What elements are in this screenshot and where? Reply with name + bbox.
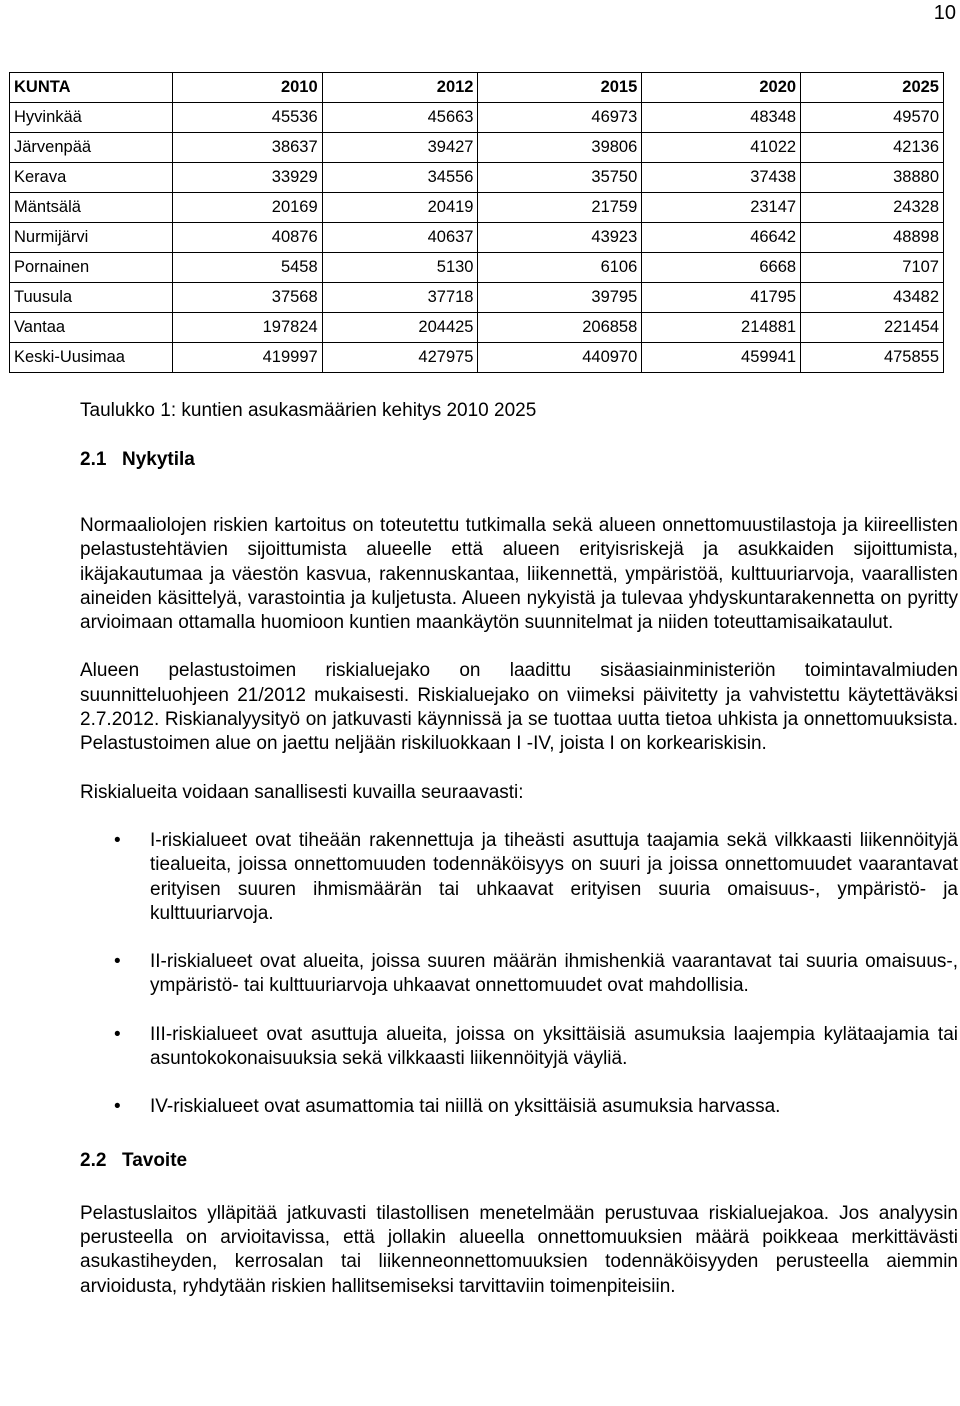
- header-year: 2020: [642, 73, 801, 103]
- table-row: [10, 103, 944, 133]
- population-cell: 221454: [801, 313, 944, 343]
- population-cell: 40637: [322, 223, 478, 253]
- population-cell: 440970: [478, 343, 642, 373]
- population-cell: 475855: [801, 343, 944, 373]
- page-number: 10: [933, 2, 956, 24]
- municipality-cell: Tuusula: [10, 283, 173, 313]
- population-cell: 419997: [172, 343, 322, 373]
- population-cell: 34556: [322, 163, 478, 193]
- population-cell: 48898: [801, 223, 944, 253]
- population-cell: 39795: [478, 283, 642, 313]
- municipality-cell: Kerava: [10, 163, 173, 193]
- municipality-cell: Pornainen: [10, 253, 173, 283]
- population-cell: 41795: [642, 283, 801, 313]
- list-item-text: I-riskialueet ovat tiheään rakennettuja ja tiheästi asuttuja taajamia sekä vilkkaasti liikennöityjä tiealueita, joissa onnettomuuden todennäköisyys on suuri ja joissa onnettomuudet vaarantavat erityisen suuren ihmismäärän tai uhkaavat erityisen suuria omaisuus-, ympäristö- ja kulttuuriarvoja.: [150, 829, 958, 924]
- section-heading-nykytila: [80, 445, 958, 475]
- header-municipality: KUNTA: [10, 73, 173, 103]
- population-cell: 42136: [801, 133, 944, 163]
- population-cell: 214881: [642, 313, 801, 343]
- population-cell: 43923: [478, 223, 642, 253]
- population-cell: 40876: [172, 223, 322, 253]
- population-cell: 43482: [801, 283, 944, 313]
- list-item: [80, 1095, 958, 1119]
- population-cell: 23147: [642, 193, 801, 223]
- header-year: 2015: [478, 73, 642, 103]
- bullet-icon: •: [114, 1096, 121, 1118]
- municipality-cell: Nurmijärvi: [10, 223, 173, 253]
- table-row: [10, 223, 944, 253]
- header-year: 2012: [322, 73, 478, 103]
- population-cell: 7107: [801, 253, 944, 283]
- section-heading-tavoite: [80, 1146, 958, 1176]
- table-row: [10, 133, 944, 163]
- list-item: [80, 950, 958, 999]
- list-item: [80, 1023, 958, 1072]
- list-item-text: II-riskialueet ovat alueita, joissa suuren määrän ihmishenkiä vaarantavat tai suuria omaisuus-, ympäristö- tai kulttuuriarvoja uhkaavat onnettomuudet ovat mahdollisia.: [150, 951, 958, 997]
- population-cell: 46973: [478, 103, 642, 133]
- list-item-text: III-riskialueet ovat asuttuja alueita, joissa on yksittäisiä asumuksia laajempia kylätaajamia tai asuntokokonaisuuksia sekä vilkkaasti liikennöityjä väyliä.: [150, 1023, 958, 1070]
- municipality-cell: Keski-Uusimaa: [10, 343, 173, 373]
- section-title: Nykytila: [122, 449, 195, 470]
- table-row: [10, 253, 944, 283]
- table-row: [10, 283, 944, 313]
- population-cell: 46642: [642, 223, 801, 253]
- population-cell: 5458: [172, 253, 322, 283]
- paragraph: Normaaliolojen riskien kartoitus on toteutettu tutkimalla sekä alueen onnettomuustilastoja ja kiireellisten pelastustehtävien sijoittumista alueelle että alueen erityisriskejä ja asukkaiden sijoittumista, ikäjakautumaa ja väestön kasvua, rakennuskantaa, liikennettä, ympäristöä, kulttuuriarvoja, vaarallisten aineiden käsittelyä, varastointia ja kuljetusta. Alueen nykyistä ja tulevaa yhdyskuntarakennetta on pyritty arvioimaan ottamalla huomioon kuntien maankäytön suunnitelmat ja niiden toteuttamisaikataulut.: [80, 515, 958, 634]
- population-cell: 20169: [172, 193, 322, 223]
- table-caption: Taulukko 1: kuntien asukasmäärien kehitys 2010 2025: [80, 400, 537, 421]
- population-cell: 48348: [642, 103, 801, 133]
- municipality-cell: Hyvinkää: [10, 103, 173, 133]
- population-cell: 459941: [642, 343, 801, 373]
- table-row: [10, 343, 944, 373]
- bullet-icon: •: [114, 951, 121, 973]
- population-cell: 427975: [322, 343, 478, 373]
- main-content: [80, 445, 958, 1323]
- bullet-icon: •: [114, 1023, 121, 1045]
- population-cell: 206858: [478, 313, 642, 343]
- population-cell: 38880: [801, 163, 944, 193]
- population-cell: 45663: [322, 103, 478, 133]
- population-cell: 37718: [322, 283, 478, 313]
- list-item-text: IV-riskialueet ovat asumattomia tai niillä on yksittäisiä asumuksia harvassa.: [150, 1096, 781, 1118]
- population-cell: 197824: [172, 313, 322, 343]
- population-cell: 39806: [478, 133, 642, 163]
- population-cell: 35750: [478, 163, 642, 193]
- paragraph: Riskialueita voidaan sanallisesti kuvailla seuraavasti:: [80, 781, 524, 803]
- table-row: [10, 163, 944, 193]
- population-cell: 49570: [801, 103, 944, 133]
- list-item: [80, 829, 958, 926]
- population-cell: 39427: [322, 133, 478, 163]
- population-cell: 41022: [642, 133, 801, 163]
- population-cell: 20419: [322, 193, 478, 223]
- section-number: 2.1: [80, 449, 107, 470]
- municipality-cell: Mäntsälä: [10, 193, 173, 223]
- population-cell: 6106: [478, 253, 642, 283]
- population-cell: 37438: [642, 163, 801, 193]
- population-table: [9, 72, 944, 373]
- bullet-icon: •: [114, 829, 121, 851]
- risk-area-list: [80, 829, 958, 1120]
- table-row: [10, 313, 944, 343]
- population-cell: 21759: [478, 193, 642, 223]
- population-cell: 24328: [801, 193, 944, 223]
- municipality-cell: Vantaa: [10, 313, 173, 343]
- section-number: 2.2: [80, 1149, 107, 1171]
- population-cell: 5130: [322, 253, 478, 283]
- population-cell: 6668: [642, 253, 801, 283]
- population-cell: 37568: [172, 283, 322, 313]
- paragraph: Pelastuslaitos ylläpitää jatkuvasti tilastollisen menetelmään perustuvaa riskialuejakoa. Jos analyysin perusteella on arvioitavissa, että jollakin alueella onnettomuuksien määrä poikkeaa merkittävästi asukastiheyden, kerrosalan tai liikenneonnettomuuksien todennäköisyyden perusteella aiemmin arvioidusta, ryhdytään riskien hallitsemiseksi tarvittaviin toimenpiteisiin.: [80, 1202, 958, 1297]
- table-header-row: [10, 73, 944, 103]
- population-cell: 38637: [172, 133, 322, 163]
- population-cell: 33929: [172, 163, 322, 193]
- header-year: 2010: [172, 73, 322, 103]
- table-row: [10, 193, 944, 223]
- paragraph: Alueen pelastustoimen riskialuejako on laadittu sisäasiainministeriön toimintavalmiuden suunnitteluohjeen 21/2012 mukaisesti. Riskialuejako on viimeksi päivitetty ja vahvistettu käytettäväksi 2.7.2012. Riskianalyysityö on jatkuvasti käynnissä ja se tuottaa uutta tietoa uhkista ja onnettomuuksista. Pelastustoimen alue on jaettu neljään riskiluokkaan I -IV, joista I on korkeariskisin.: [80, 660, 958, 755]
- municipality-cell: Järvenpää: [10, 133, 173, 163]
- section-title: Tavoite: [122, 1149, 188, 1171]
- population-cell: 45536: [172, 103, 322, 133]
- header-year: 2025: [801, 73, 944, 103]
- population-cell: 204425: [322, 313, 478, 343]
